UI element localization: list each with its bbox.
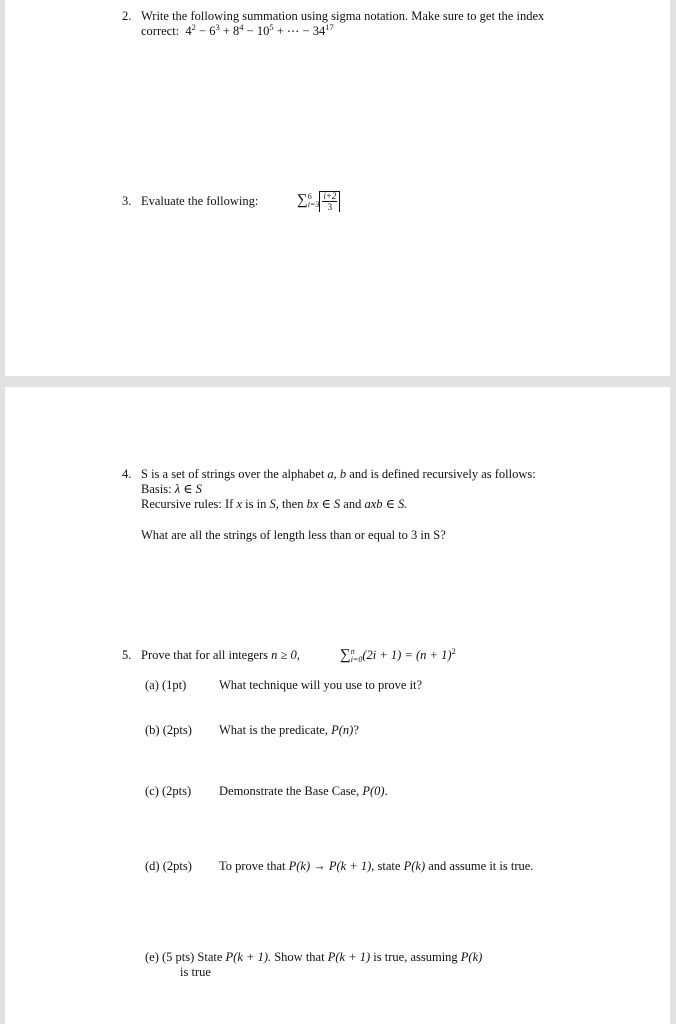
page-2 (5, 387, 670, 1024)
q3-upper-limit: 6 (307, 192, 312, 202)
q5c-label: (c) (2pts) (145, 784, 192, 798)
sigma-symbol: ∑ (297, 192, 308, 208)
q3-denominator: 3 (327, 202, 333, 213)
q5-sum-exponent: 2 (451, 645, 456, 656)
ceiling-bracket (319, 191, 340, 212)
q3-numerator: i+2 (323, 191, 337, 202)
q5d-label: (d) (2pts) (145, 859, 192, 873)
q3-text: Evaluate the following: (141, 194, 259, 208)
q2-expression: $4^2 - 6^3 + 8^4 - 10^5$ + ⋯ − $34^{17}$ (185, 21, 334, 38)
q5-number: 5. (122, 648, 132, 662)
q5-summation (340, 645, 456, 665)
q5-lower-limit: i=0 (350, 655, 363, 665)
q5c-text: Demonstrate the Base Case, P(0). (219, 784, 388, 798)
page-1 (5, 0, 670, 376)
q2-line2-text: correct: (141, 24, 180, 38)
q3-lower-limit: i=3 (307, 200, 320, 210)
q2-number: 2. (122, 9, 132, 23)
q5b-text: What is the predicate, P(n)? (219, 723, 359, 737)
q3-fraction (322, 191, 337, 212)
q4-basis: Basis: λ ∈ S (141, 482, 202, 496)
q5b-label: (b) (2pts) (145, 723, 192, 737)
q4-question: What are all the strings of length less than or equal to 3 in S? (141, 528, 446, 542)
q5-intro: Prove that for all integers n ≥ 0, (141, 648, 300, 662)
q5a-text: What technique will you use to prove it? (219, 678, 423, 692)
sigma-symbol: ∑ (340, 647, 351, 663)
q5e-line1: (e) (5 pts) State P(k + 1). Show that P(k + 1) is true, assuming P(k) (145, 950, 483, 964)
q2-line2 (141, 21, 334, 39)
q5e-label: (e) (5 pts) State (145, 950, 223, 964)
q5-upper-limit: n (350, 647, 355, 657)
q3-number: 3. (122, 194, 132, 208)
q5e-line2: is true (180, 965, 211, 979)
q4-line1: S is a set of strings over the alphabet a, b and is defined recursively as follows: (141, 467, 536, 481)
q5d-text: To prove that P(k) → P(k + 1), state P(k) and assume it is true. (219, 859, 534, 873)
q5a-label: (a) (1pt) (145, 678, 187, 692)
q5-sum-body: (2i + 1) = (n + 1) (362, 648, 452, 662)
q2-line1: Write the following summation using sigma notation. Make sure to get the index (141, 9, 545, 23)
q4-number: 4. (122, 467, 132, 481)
q3-summation (297, 188, 340, 212)
q4-recursive-rules: Recursive rules: If x is in S, then bx ∈ S and axb ∈ S. (141, 497, 408, 511)
